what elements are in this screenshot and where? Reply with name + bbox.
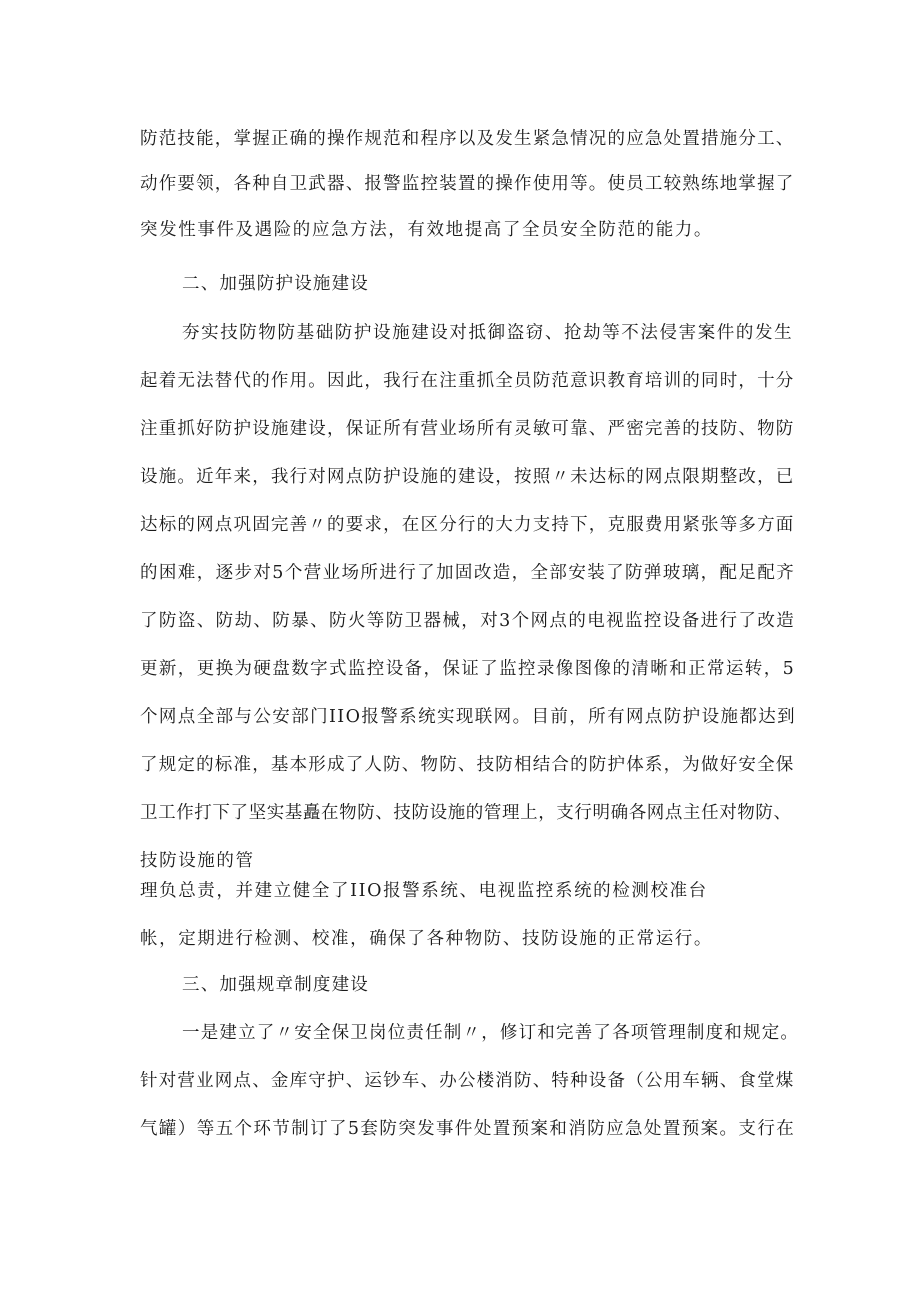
paragraph-line: 针对营业网点、金库守护、运钞车、办公楼消防、特种设备（公用车辆、食堂煤 <box>140 1071 795 1091</box>
paragraph-line: 夯实技防物防基础防护设施建设对抵御盗窃、抢劫等不法侵害案件的发生 <box>182 323 794 343</box>
paragraph-line: 防范技能，掌握正确的操作规范和程序以及发生紧急情况的应急处置措施分工、 <box>140 129 795 149</box>
paragraph-line: 起着无法替代的作用。因此，我行在注重抓全员防范意识教育培训的同时，十分 <box>140 371 795 391</box>
paragraph-line: 卫工作打下了坚实基矗在物防、技防设施的管理上，支行明确各网点主任对物防、 <box>140 803 792 823</box>
paragraph-line: 气罐）等五个环节制订了5套防突发事件处置预案和消防应急处置预案。支行在 <box>140 1119 796 1139</box>
paragraph-line: 达标的网点巩固完善〃的要求，在区分行的大力支持下，克服费用紧张等多方面 <box>140 515 795 535</box>
paragraph-line: 更新，更换为硬盘数字式监控设备，保证了监控录像图像的清晰和正常运转，5 <box>140 659 796 679</box>
paragraph-line: 突发性事件及遇险的应急方法，有效地提高了全员安全防范的能力。 <box>140 220 713 240</box>
paragraph-line: 了防盗、防劫、防暴、防火等防卫器械，对3个网点的电视监控设备进行了改造 <box>140 611 796 631</box>
paragraph-line: 一是建立了〃安全保卫岗位责任制〃，修订和完善了各项管理制度和规定。 <box>182 1023 800 1043</box>
paragraph-line: 个网点全部与公安部门IIO报警系统实现联网。目前，所有网点防护设施都达到 <box>140 707 797 727</box>
paragraph-line: 理负总责，并建立健全了IIO报警系统、电视监控系统的检测校准台 <box>140 881 708 901</box>
paragraph-line: 设施。近年来，我行对网点防护设施的建设，按照〃未达标的网点限期整改，已 <box>140 467 795 487</box>
paragraph-line: 动作要领，各种自卫武器、报警监控装置的操作使用等。使员工较熟练地掌握了 <box>140 174 795 194</box>
paragraph-line: 技防设施的管 <box>140 851 255 871</box>
paragraph-line: 了规定的标准，基本形成了人防、物防、技防相结合的防护体系，为做好安全保 <box>140 755 795 775</box>
paragraph-line: 的困难，逐步对5个营业场所进行了加固改造，全部安装了防弹玻璃，配足配齐 <box>140 563 796 583</box>
paragraph-line: 注重抓好防护设施建设，保证所有营业场所有灵敏可靠、严密完善的技防、物防 <box>140 419 795 439</box>
paragraph-line: 帐，定期进行检测、校准，确保了各种物防、技防设施的正常运行。 <box>140 929 713 949</box>
section-heading: 二、加强防护设施建设 <box>182 274 369 294</box>
section-heading: 三、加强规章制度建设 <box>182 975 369 995</box>
